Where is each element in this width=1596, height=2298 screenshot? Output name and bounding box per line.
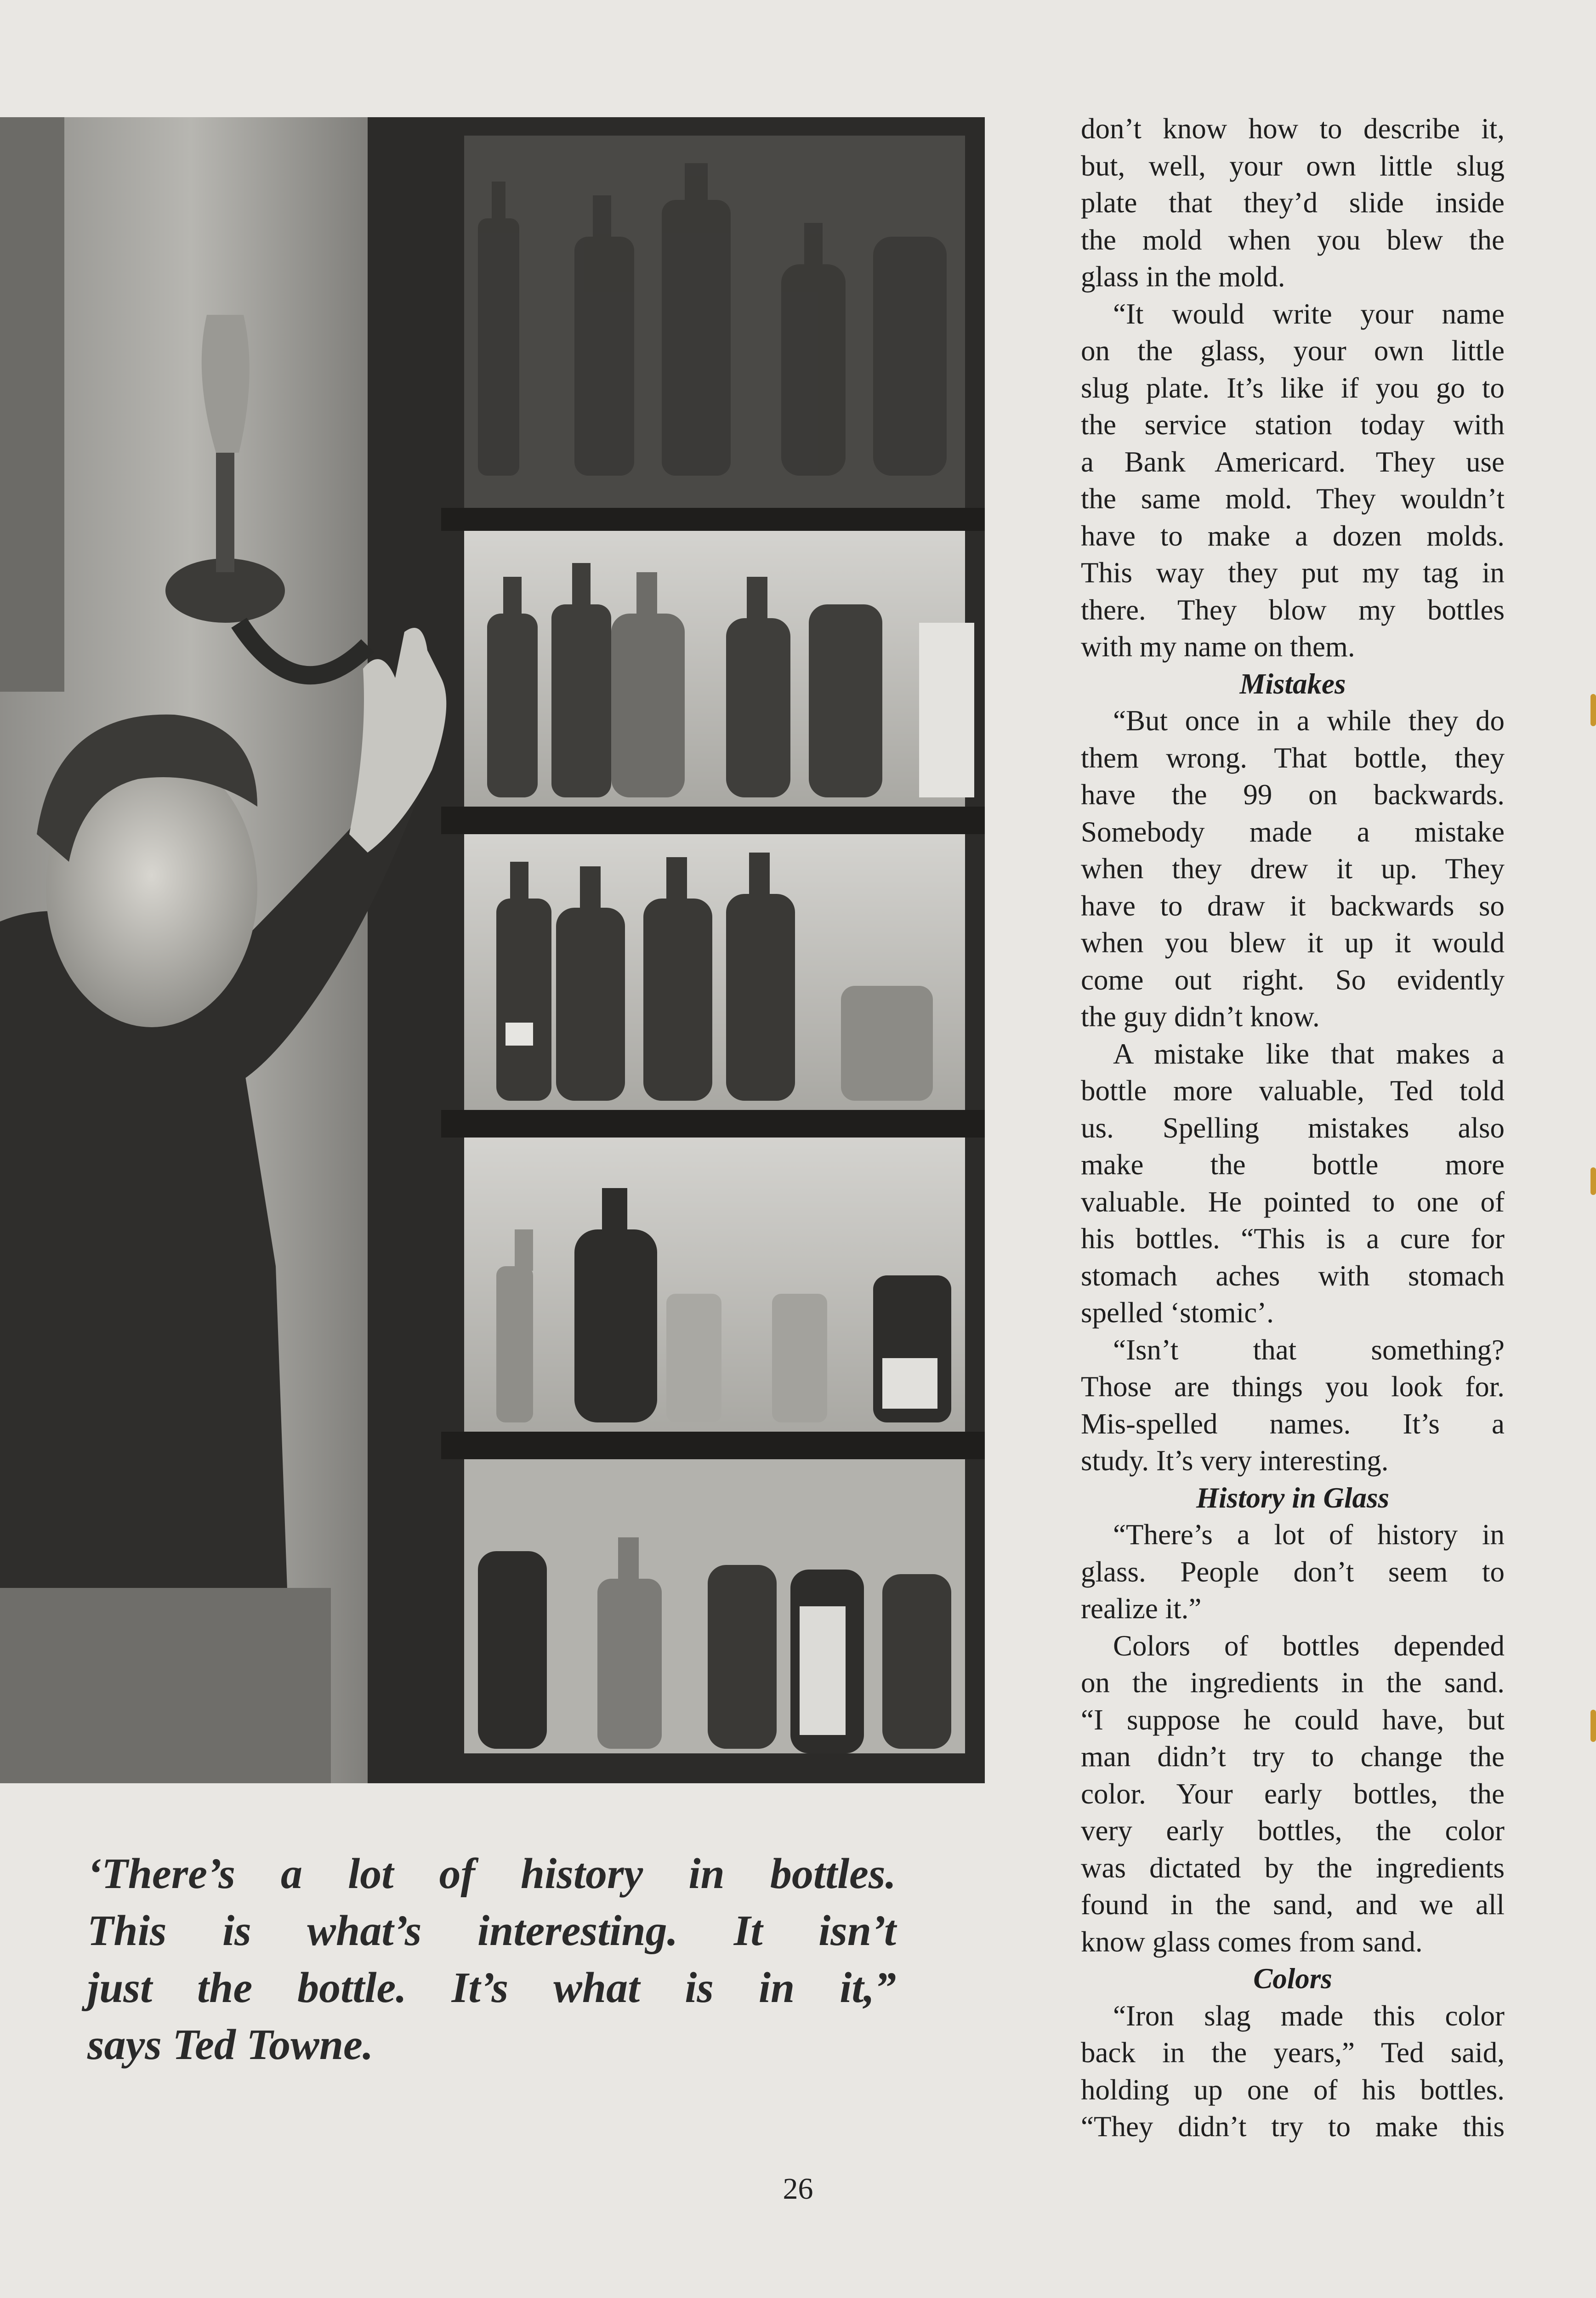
- text-line: “Iron slag made this color: [1113, 1999, 1505, 2032]
- text-line: “It would write your name: [1113, 297, 1505, 330]
- section-heading-colors: Colors: [1253, 1962, 1332, 1995]
- text-line: Colors of bottles depended: [1113, 1629, 1505, 1662]
- framed-picture: [0, 117, 64, 692]
- text-line: found in the sand, and we all: [1081, 1888, 1505, 1921]
- shelf-board: [441, 1110, 985, 1138]
- text-line: very early bottles, the color: [1081, 1815, 1505, 1847]
- section-heading-history-in-glass: History in Glass: [1196, 1481, 1390, 1514]
- text-line: plate that they’d slide inside: [1081, 187, 1505, 219]
- text-line: “Isn’t that something?: [1113, 1333, 1505, 1366]
- text-line: have to draw it backwards so: [1081, 889, 1505, 922]
- text-line: Somebody made a mistake: [1081, 815, 1505, 848]
- text-line: back in the years,” Ted said,: [1081, 2036, 1505, 2069]
- section-heading-mistakes: Mistakes: [1239, 667, 1346, 700]
- text-line: the mold when you blew the: [1081, 223, 1505, 256]
- text-line: don’t know how to describe it,: [1081, 113, 1505, 145]
- caption-line: just the bottle. It’s what is in it,”: [87, 1964, 896, 2012]
- text-line: the same mold. They wouldn’t: [1081, 483, 1505, 515]
- text-line: but, well, your own little slug: [1081, 149, 1505, 182]
- shelf-board: [441, 807, 985, 834]
- text-line: valuable. He pointed to one of: [1081, 1185, 1505, 1218]
- text-line: realize it.”: [1081, 1593, 1202, 1625]
- photo-illustration: [0, 117, 985, 1783]
- shelf-board: [441, 508, 985, 531]
- page-edge-mark: [1590, 694, 1596, 726]
- paragraph: [1081, 1035, 1505, 1331]
- text-line: his bottles. “This is a cure for: [1081, 1223, 1505, 1255]
- text-line: “There’s a lot of history in: [1113, 1519, 1505, 1551]
- text-line: color. Your early bottles, the: [1081, 1777, 1505, 1810]
- text-line: stomach aches with stomach: [1081, 1259, 1505, 1292]
- text-line: us. Spelling mistakes also: [1081, 1111, 1505, 1144]
- page-edge-mark: [1590, 1710, 1596, 1742]
- page-edge-mark: [1590, 1167, 1596, 1195]
- text-line: them wrong. That bottle, they: [1081, 741, 1505, 774]
- caption-line: says Ted Towne.: [87, 2021, 374, 2069]
- article-column: [1081, 110, 1505, 2145]
- text-line: slug plate. It’s like if you go to: [1081, 371, 1505, 404]
- shelf-board: [441, 1432, 985, 1459]
- caption-line: This is what’s interesting. It isn’t: [87, 1907, 896, 1955]
- text-line: when they drew it up. They: [1081, 853, 1505, 885]
- text-line: have to make a dozen molds.: [1081, 519, 1505, 552]
- text-line: there. They blow my bottles: [1081, 593, 1505, 626]
- paragraph: [1081, 1627, 1505, 1961]
- shelf-compartment: [464, 531, 965, 807]
- paragraph: [1081, 1997, 1505, 2145]
- text-line: glass. People don’t seem to: [1081, 1555, 1505, 1588]
- text-line: have the 99 on backwards.: [1081, 779, 1505, 811]
- caption-line: ‘There’s a lot of history in bottles.: [87, 1850, 896, 1898]
- text-line: spelled ‘stomic’.: [1081, 1297, 1274, 1329]
- text-line: This way they put my tag in: [1081, 557, 1505, 589]
- paragraph: [1081, 296, 1505, 666]
- text-line: the guy didn’t know.: [1081, 1001, 1320, 1033]
- paragraph: [1081, 1516, 1505, 1627]
- text-line: come out right. So evidently: [1081, 963, 1505, 996]
- text-line: a Bank Americard. They use: [1081, 445, 1505, 478]
- text-line: man didn’t try to change the: [1081, 1741, 1505, 1773]
- text-line: “But once in a while they do: [1113, 705, 1505, 737]
- text-line: Mis-spelled names. It’s a: [1081, 1407, 1505, 1440]
- text-line: was dictated by the ingredients: [1081, 1851, 1505, 1884]
- paragraph: [1081, 702, 1505, 1035]
- text-line: make the bottle more: [1081, 1149, 1505, 1181]
- text-line: study. It’s very interesting.: [1081, 1445, 1389, 1477]
- text-line: know glass comes from sand.: [1081, 1925, 1423, 1958]
- text-line: “They didn’t try to make this: [1081, 2110, 1505, 2143]
- text-line: on the ingredients in the sand.: [1081, 1667, 1505, 1699]
- paragraph: [1081, 1331, 1505, 1479]
- text-line: “I suppose he could have, but: [1081, 1703, 1505, 1736]
- text-line: on the glass, your own little: [1081, 335, 1505, 367]
- text-line: the service station today with: [1081, 409, 1505, 441]
- photo-caption: [87, 1845, 896, 2073]
- text-line: bottle more valuable, Ted told: [1081, 1075, 1505, 1107]
- page-number: 26: [783, 2172, 813, 2206]
- text-line: A mistake like that makes a: [1113, 1037, 1505, 1070]
- text-line: when you blew it up it would: [1081, 927, 1505, 959]
- text-line: glass in the mold.: [1081, 261, 1285, 293]
- paragraph: [1081, 110, 1505, 296]
- text-line: holding up one of his bottles.: [1081, 2073, 1505, 2106]
- text-line: with my name on them.: [1081, 631, 1355, 663]
- photo-ted-towne-bottles: [0, 117, 985, 1783]
- text-line: Those are things you look for.: [1081, 1371, 1505, 1403]
